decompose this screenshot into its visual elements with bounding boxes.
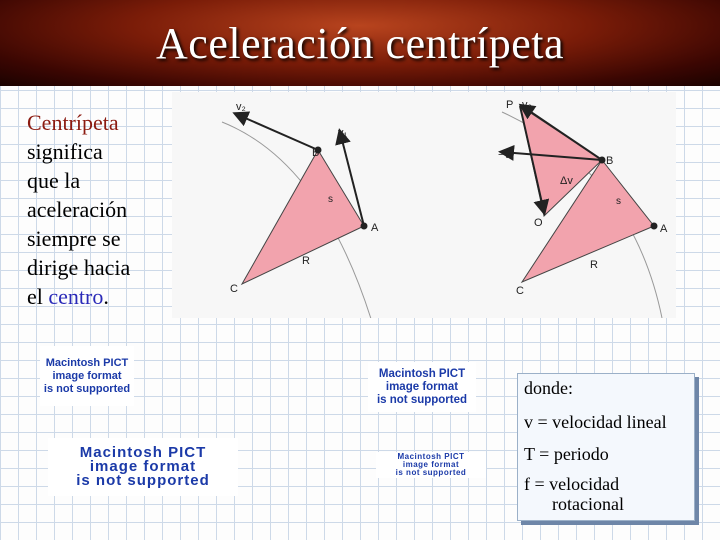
label-delta-v: Δv	[560, 175, 573, 187]
label-b-right: B	[606, 155, 614, 167]
point-a-right	[651, 223, 658, 230]
pict-placeholder: Macintosh PICT image format is not supported	[368, 362, 476, 412]
point-a	[361, 223, 368, 230]
definition-line: aceleración	[27, 197, 128, 222]
label-a-right: A	[660, 223, 668, 235]
def-f-cont: rotacional	[552, 494, 624, 514]
label-a: A	[371, 222, 379, 234]
page-title: Aceleración centrípeta	[156, 18, 564, 68]
pict-placeholder: Macintosh PICT image format is not supported	[48, 438, 238, 496]
definition-line: significa	[27, 139, 103, 164]
title-bar	[0, 0, 720, 86]
pict-placeholder: Macintosh PICT image format is not supported	[40, 346, 134, 406]
velocity-diagram	[172, 92, 676, 318]
term-centripeta: Centrípeta	[27, 110, 119, 135]
label-s-right: s	[616, 196, 621, 207]
term-centro: centro	[48, 284, 104, 309]
label-v2-right: v₂	[522, 99, 532, 111]
def-v: v = velocidad lineal	[524, 412, 667, 432]
label-c: C	[230, 283, 238, 295]
label-donde: donde:	[524, 378, 573, 398]
label-v1: v₁	[338, 127, 348, 139]
definition-line: que la	[27, 168, 81, 193]
label-s: s	[328, 194, 333, 205]
label-r-right: R	[590, 259, 598, 271]
label-r: R	[302, 255, 310, 267]
pict-placeholder: Macintosh PICT image format is not supported	[376, 452, 486, 478]
label-b: B	[312, 147, 320, 159]
label-minus-v1: −v₁	[498, 149, 514, 161]
label-v2: v₂	[236, 101, 246, 113]
label-p: P	[506, 99, 514, 111]
label-o: O	[534, 217, 543, 229]
definition-prefix: el	[27, 284, 49, 309]
definition-suffix: .	[103, 284, 109, 309]
diagram-svg	[172, 92, 676, 318]
label-c-right: C	[516, 285, 524, 297]
definition-text	[27, 108, 177, 311]
def-f: f = velocidad	[524, 474, 620, 494]
v2-vector	[236, 114, 318, 150]
variables-box	[517, 373, 695, 521]
definition-line: siempre se	[27, 226, 121, 251]
def-t: T = periodo	[524, 444, 609, 464]
definition-line: dirige hacia	[27, 255, 131, 280]
point-b-right	[599, 157, 606, 164]
